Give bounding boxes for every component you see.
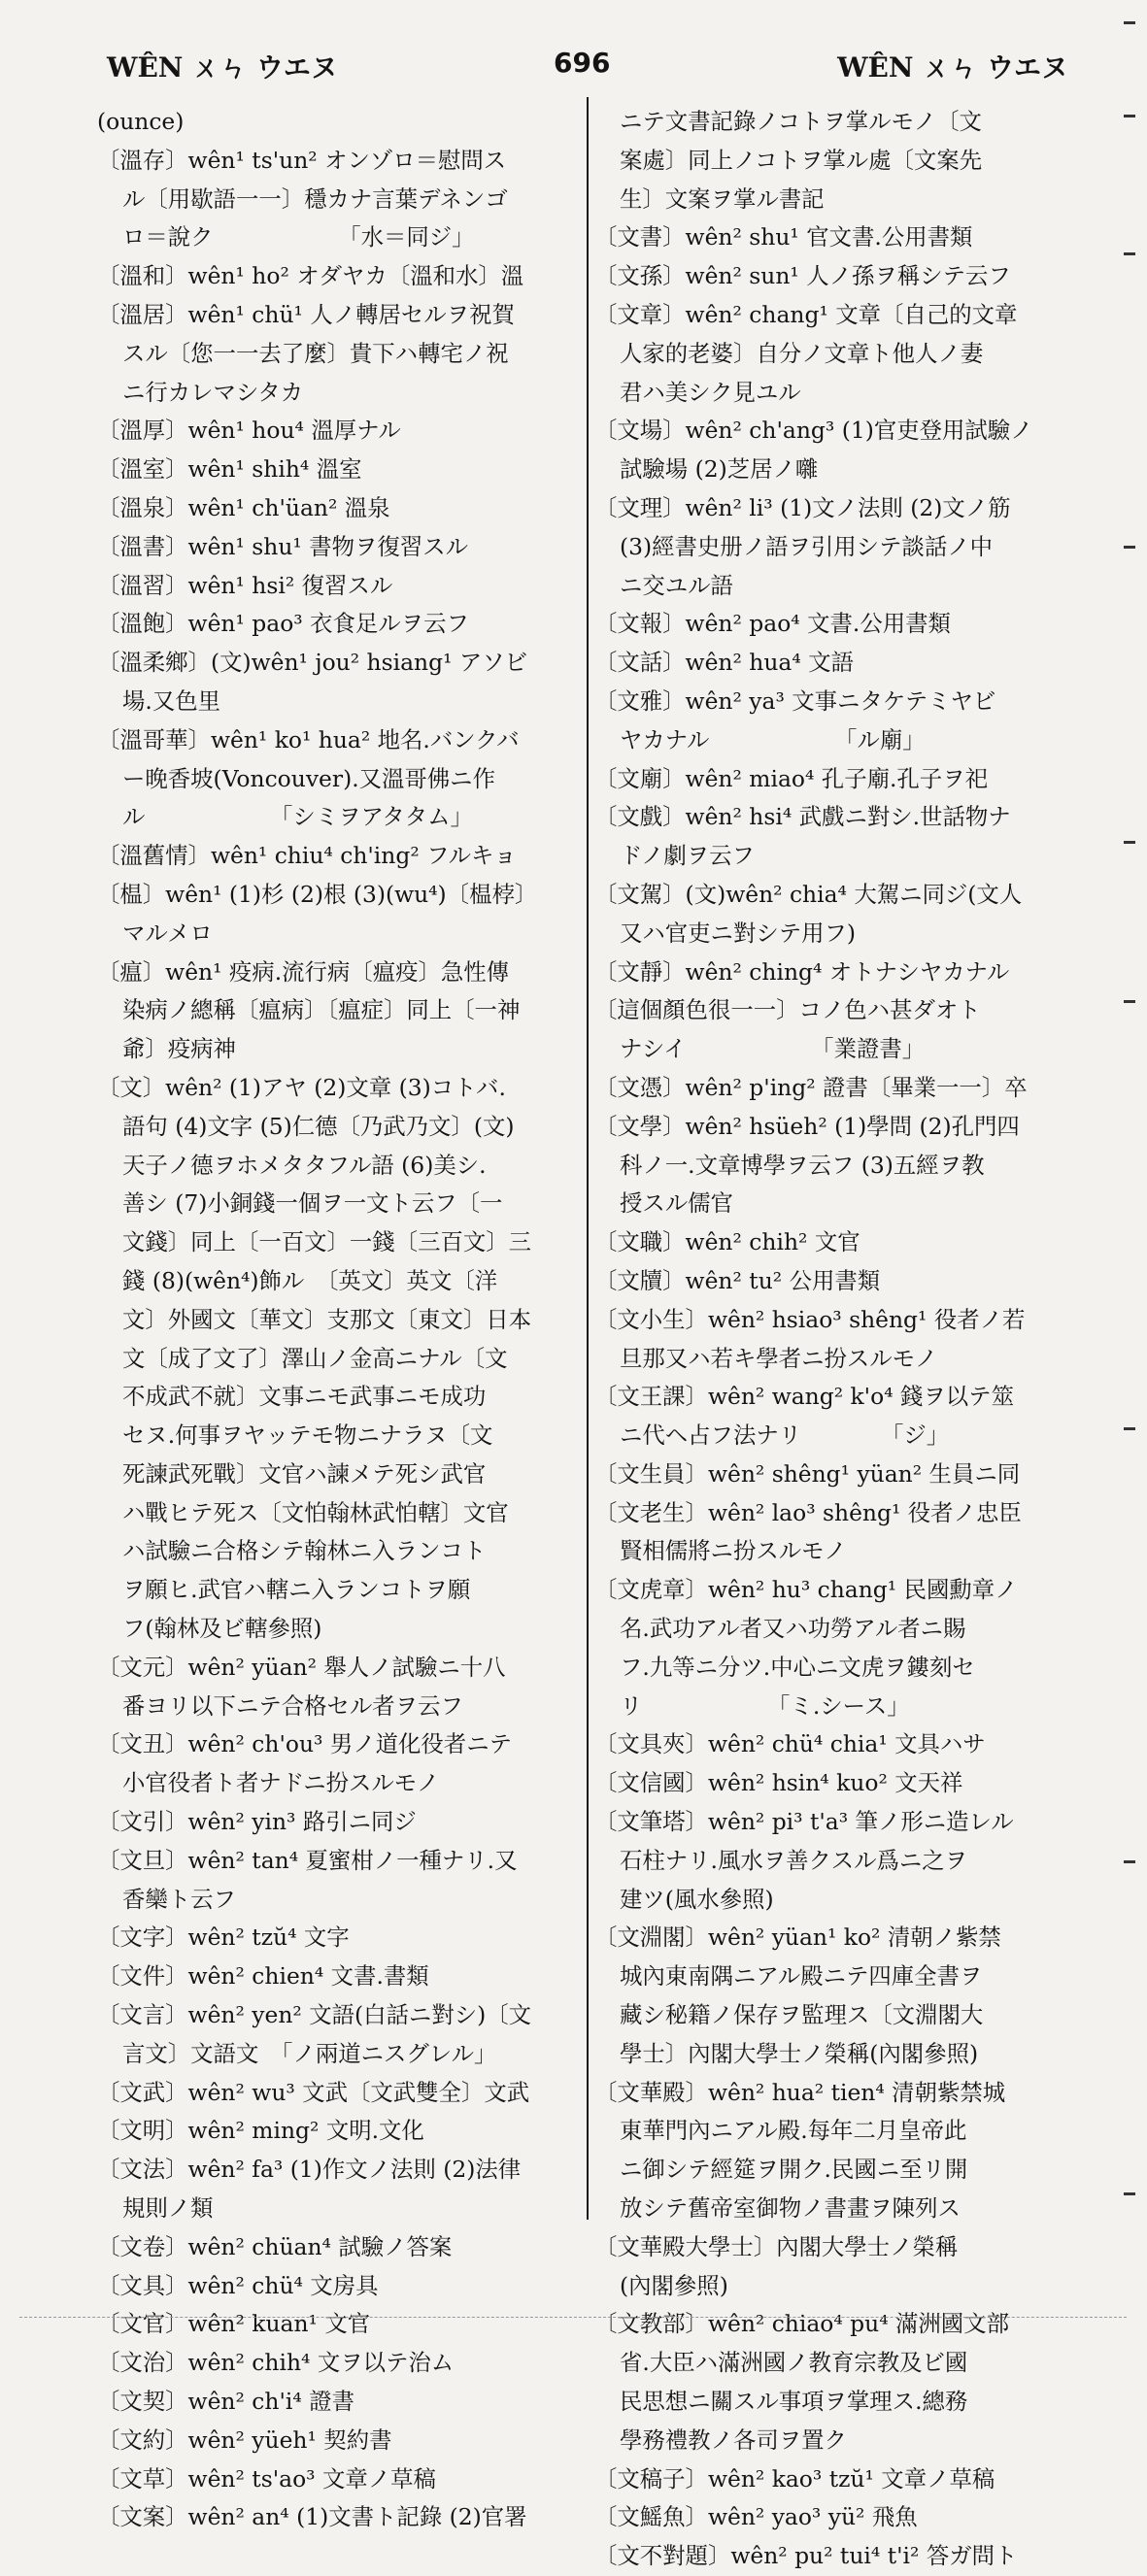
entry-line: 石柱ナリ.風水ヲ善クスル爲ニ之ヲ [620,1846,968,1874]
entry-line: 〔文言〕wên² yen² 文語(白話ニ對シ)〔文 [97,2001,532,2029]
entry-line: 〔溫舊情〕wên¹ chiu⁴ ch'ing² フルキョ [97,842,517,870]
entry-line: 言文〕文語文 「ノ兩道ニスグレル」 [122,2039,497,2067]
left-column [97,103,581,2531]
entry-line: 文〔成了文了〕澤山ノ金高ニナル〔文 [122,1344,508,1372]
entry-line: 〔溫習〕wên¹ hsi² 復習スル [97,571,393,599]
entry-line: 〔文理〕wên² li³ (1)文ノ法則 (2)文ノ筋 [594,493,1011,521]
entry-line: 文錢〕同上〔一百文〕一錢〔三百文〕三 [122,1228,532,1256]
entry-line: ロ＝說ク 「水＝同ジ」 [122,223,475,251]
entry-line: 〔文老生〕wên² lao³ shêng¹ 役者ノ忠臣 [594,1498,1022,1526]
entry-line: フ.九等ニ分ツ.中心ニ文虎ヲ鏤刻セ [620,1653,975,1681]
entry-line: 〔文鰩魚〕wên² yao³ yü² 飛魚 [594,2503,918,2531]
entry-line: 人家的老婆〕自分ノ文章ト他人ノ妻 [620,339,984,367]
entry-line: 城內東南隅ニアル殿ニテ四庫全書ヲ [620,1962,983,1991]
entry-line: ル〔用歇語一一〕穩カナ言葉デネンゴ [122,184,508,213]
entry-line: 〔文駕〕(文)wên² chia⁴ 大駕ニ同ジ(文人 [594,880,1023,908]
entry-line: 番ヨリ以下ニテ合格セル者ヲ云フ [122,1691,463,1720]
entry-line: 〔文〕wên² (1)アヤ (2)文章 (3)コトバ. [97,1073,506,1101]
entry-line: 〔這個顏色很一一〕コノ色ハ甚ダオト [594,996,981,1024]
entry-line: 〔文話〕wên² hua⁴ 文語 [594,649,854,677]
entry-line: ニテ文書記錄ノコトヲ掌ルモノ〔文 [620,108,982,135]
entry-line: 〔文章〕wên² chang¹ 文章〔自己的文章 [594,300,1018,328]
entry-line: 〔文教部〕wên² chiao⁴ pu⁴ 滿洲國文部 [594,2310,1009,2338]
entry-line: 〔瘟〕wên¹ 疫病.流行病〔瘟疫〕急性傳 [97,957,510,986]
entry-line: 〔溫和〕wên¹ ho² オダヤカ〔溫和水〕溫 [97,262,524,290]
entry-line: ハ試驗ニ合格シテ翰林ニ入ランコト [122,1537,487,1565]
entry-line: 香欒ト云フ [122,1885,236,1913]
entry-line: 〔文孫〕wên² sun¹ 人ノ孫ヲ稱シテ云フ [594,262,1011,290]
entry-line: 文〕外國文〔華文〕支那文〔東文〕日本 [122,1305,532,1333]
entry-line: 〔文字〕wên² tzŭ⁴ 文字 [97,1924,350,1952]
entry-line: スル〔您一一去了麼〕貴下ハ轉宅ノ祝 [122,339,509,367]
entry-line: 〔文卷〕wên² chüan⁴ 試驗ノ答案 [97,2232,453,2260]
entry-line: 染病ノ總稱〔瘟病〕〔瘟症〕同上〔一神 [122,996,521,1024]
entry-line: 〔文法〕wên² fa³ (1)作文ノ法則 (2)法律 [97,2156,522,2184]
entry-line: 〔文虎章〕wên² hu³ chang¹ 民國勳章ノ [594,1576,1018,1604]
entry-line: 〔文戲〕wên² hsi⁴ 武戲ニ對シ.世話物ナ [594,803,1011,831]
entry-line: 君ハ美シク見ユル [620,378,801,406]
entry-line: 〔文學〕wên² hsüeh² (1)學問 (2)孔門四 [594,1112,1020,1140]
entry-line: 名.武功アル者又ハ功勞アル者ニ賜 [620,1615,966,1643]
entry-line: 不成武不就〕文事ニモ武事ニモ成功 [122,1383,487,1411]
entry-line: 〔文治〕wên² chih⁴ 文ヲ以テ治ム [97,2349,455,2377]
entry-line: 〔溫存〕wên¹ ts'un² オンゾロ＝慰問ス [97,146,507,174]
entry-line: 〔溫書〕wên¹ shu¹ 書物ヲ復習スル [97,532,468,560]
entry-line: ニ御シテ經筵ヲ開ク.民國ニ至リ開 [620,2156,968,2184]
entry-line: 〔文廟〕wên² miao⁴ 孔子廟.孔子ヲ祀 [594,764,988,792]
entry-line: ヲ願ヒ.武官ハ轄ニ入ランコトヲ願 [122,1576,471,1604]
entry-line: 〔文件〕wên² chien⁴ 文書.書類 [97,1962,429,1991]
entry-line: 旦那又ハ若キ學者ニ扮スルモノ [620,1344,938,1372]
entry-line: 東華門內ニアル殿.每年二月皇帝此 [620,2117,967,2145]
entry-line: ニ交ユル語 [620,571,733,599]
entry-line: 〔文不對題〕wên² pu² tui⁴ t'i² 答ガ問ト [594,2542,1018,2570]
entry-line: 〔文武〕wên² wu³ 文武〔文武雙全〕文武 [97,2078,530,2106]
entry-line: 〔文筆塔〕wên² pi³ t'a³ 筆ノ形ニ造レル [594,1808,1014,1836]
entry-line: 藏シ秘籍ノ保存ヲ監理ス〔文淵閣大 [620,2001,984,2029]
entry-line: 〔文憑〕wên² p'ing² 證書〔畢業一一〕卒 [594,1073,1028,1101]
entry-line: 〔文生員〕wên² shêng¹ yüan² 生員ニ同 [594,1459,1021,1488]
entry-line: 〔溫柔鄉〕(文)wên¹ jou² hsiang¹ アソビ [97,649,528,677]
entry-line: 學務禮教ノ各司ヲ置ク [620,2425,847,2454]
entry-line: 〔文具夾〕wên² chü⁴ chia¹ 文具ハサ [594,1730,986,1758]
margin-mark [1124,115,1135,117]
entry-line: 又ハ官吏ニ對シテ用フ) [620,919,857,947]
entry-line: ナシイ 「業證書」 [620,1035,926,1063]
entry-line: 〔文官〕wên² kuan¹ 文官 [97,2310,371,2338]
entry-line: ニ行カレマシタカ [122,378,304,406]
page-number: 696 [554,47,611,79]
header-left-romanization: WÊN ㄨㄣ ウエヌ [107,51,338,84]
entry-line: 〔溫哥華〕wên¹ ko¹ hua² 地名.バンクバ [97,725,520,753]
entry-line: ドノ劇ヲ云フ [620,842,755,870]
entry-line: 〔溫室〕wên¹ shih⁴ 溫室 [97,455,362,484]
entry-line: 〔文靜〕wên² ching⁴ オトナシヤカナル [594,957,1010,986]
entry-line: ー晚香坡(Voncouver).又溫哥佛ニ作 [122,764,495,792]
entry-line: ニ代ヘ占フ法ナリ 「ジ」 [620,1422,950,1450]
entry-line: 語句 (4)文字 (5)仁德〔乃武乃文〕(文) [122,1112,515,1140]
entry-line: 〔文報〕wên² pao⁴ 文書.公用書類 [594,610,951,638]
entry-line: 建ツ(風水參照) [620,1885,774,1913]
entry-line: 案處〕同上ノコトヲ掌ル處〔文案先 [620,146,983,174]
entry-line: 〔文旦〕wên² tan⁴ 夏蜜柑ノ一種ナリ.又 [97,1846,518,1874]
entry-line: 〔文明〕wên² ming² 文明.文化 [97,2117,424,2145]
entry-line: 〔文稿子〕wên² kao³ tzŭ¹ 文章ノ草稿 [594,2464,995,2492]
entry-line: セヌ.何事ヲヤッテモ物ニナラヌ〔文 [122,1422,493,1450]
entry-line: 〔文雅〕wên² ya³ 文事ニタケテミヤビ [594,686,996,715]
entry-line: 天子ノ德ヲホメタタフル語 (6)美シ. [122,1151,487,1179]
entry-line: 授スル儒官 [620,1189,733,1218]
entry-line: 生〕文案ヲ掌ル書記 [620,184,825,213]
margin-mark [1124,252,1135,255]
entry-line: 放シテ舊帝室御物ノ書畫ヲ陳列ス [620,2194,961,2223]
entry-line: 民思想ニ關スル事項ヲ掌理ス.總務 [620,2388,968,2416]
entry-line: 〔文草〕wên² ts'ao³ 文章ノ草稿 [97,2464,436,2492]
entry-line: 〔文場〕wên² ch'ang³ (1)官吏登用試驗ノ [594,417,1033,445]
entry-line: 規則ノ類 [122,2194,214,2223]
entry-line: ハ戰ヒテ死ス〔文怕翰林武怕轄〕文官 [122,1498,509,1526]
entry-line: 科ノ一.文章博學ヲ云フ (3)五經ヲ教 [620,1151,985,1179]
entry-line: 〔文淵閣〕wên² yüan¹ ko² 清朝ノ紫禁 [594,1924,1001,1952]
entry-line: 〔文王課〕wên² wang² k'o⁴ 錢ヲ以テ筮 [594,1383,1014,1411]
entry-line: 〔文職〕wên² chih² 文官 [594,1228,860,1256]
entry-line: 〔榅〕wên¹ (1)杉 (2)根 (3)(wu⁴)〔榅桲〕 [97,880,538,908]
entry-line: 〔溫厚〕wên¹ hou⁴ 溫厚ナル [97,417,401,445]
entry-line: 〔文契〕wên² ch'i⁴ 證書 [97,2388,354,2416]
entry-line: 〔文小生〕wên² hsiao³ shêng¹ 役者ノ若 [594,1305,1026,1333]
running-header [97,47,1068,85]
entry-line: 錢 (8)(wên⁴)飾ル 〔英文〕英文〔洋 [122,1266,498,1294]
entry-line: 〔溫泉〕wên¹ ch'üan² 溫泉 [97,493,390,521]
entry-line: 小官役者ト者ナドニ扮スルモノ [122,1769,440,1797]
entry-line: 死諫武死戰〕文官ハ諫メテ死シ武官 [122,1459,487,1488]
entry-line: (ounce) [97,108,185,135]
entry-line: 學士〕內閣大學士ノ榮稱(內閣參照) [620,2039,979,2067]
margin-mark [1124,1860,1135,1863]
entry-line: 賢相儒將ニ扮スルモノ [620,1537,847,1565]
entry-line: 爺〕疫病神 [122,1035,236,1063]
entry-line: 省.大臣ハ滿洲國ノ教育宗教及ビ國 [620,2349,968,2377]
entry-line: マルメロ [122,919,213,947]
entry-line: ル 「シミヲアタタム」 [122,803,473,831]
entry-line: 〔文引〕wên² yin³ 路引ニ同ジ [97,1808,417,1836]
entry-line: 〔溫居〕wên¹ chü¹ 人ノ轉居セルヲ祝賀 [97,300,515,328]
entry-line: 〔文具〕wên² chü⁴ 文房具 [97,2271,379,2299]
entry-line: 〔文案〕wên² an⁴ (1)文書ト記錄 (2)官署 [97,2503,527,2531]
entry-line: (3)經書史册ノ語ヲ引用シテ談話ノ中 [620,532,993,560]
header-right-romanization: WÊN ㄨㄣ ウエヌ [837,51,1068,84]
entry-line: 〔文信國〕wên² hsin⁴ kuo² 文天祥 [594,1769,963,1797]
entry-line: 〔文丑〕wên² ch'ou³ 男ノ道化役者ニテ [97,1730,512,1758]
margin-mark [1124,546,1135,549]
margin-mark [1124,2192,1135,2195]
entry-line: 試驗場 (2)芝居ノ囃 [620,455,819,484]
entry-line: 〔文元〕wên² yüan² 舉人ノ試驗ニ十八 [97,1653,506,1681]
entry-line: フ(翰林及ビ轄參照) [122,1615,322,1643]
entry-line: 〔文華殿〕wên² hua² tien⁴ 清朝紫禁城 [594,2078,1006,2106]
entry-line: (內閣參照) [620,2271,728,2299]
entry-line: 〔文書〕wên² shu¹ 官文書.公用書類 [594,223,973,251]
entry-line: 場.又色里 [122,686,220,715]
entry-line: 〔溫飽〕wên¹ pao³ 衣食足ルヲ云フ [97,610,469,638]
margin-mark [1124,841,1135,844]
entry-line: リ 「ミ.シース」 [620,1691,910,1720]
column-divider [587,97,589,2220]
margin-mark [1124,1427,1135,1430]
entry-line: 〔文約〕wên² yüeh¹ 契約書 [97,2425,392,2454]
entry-line: 善シ (7)小銅錢一個ヲ一文ト云フ〔一 [122,1189,503,1218]
margin-mark [1124,1000,1135,1003]
entry-line: 〔文牘〕wên² tu² 公用書類 [594,1266,881,1294]
margin-mark [1124,21,1135,24]
footer-rule [19,2317,1127,2319]
entry-line: 〔文華殿大學士〕內閣大學士ノ榮稱 [594,2232,959,2260]
entry-line: ヤカナル 「ル廟」 [620,725,926,753]
right-column [594,103,1075,2570]
